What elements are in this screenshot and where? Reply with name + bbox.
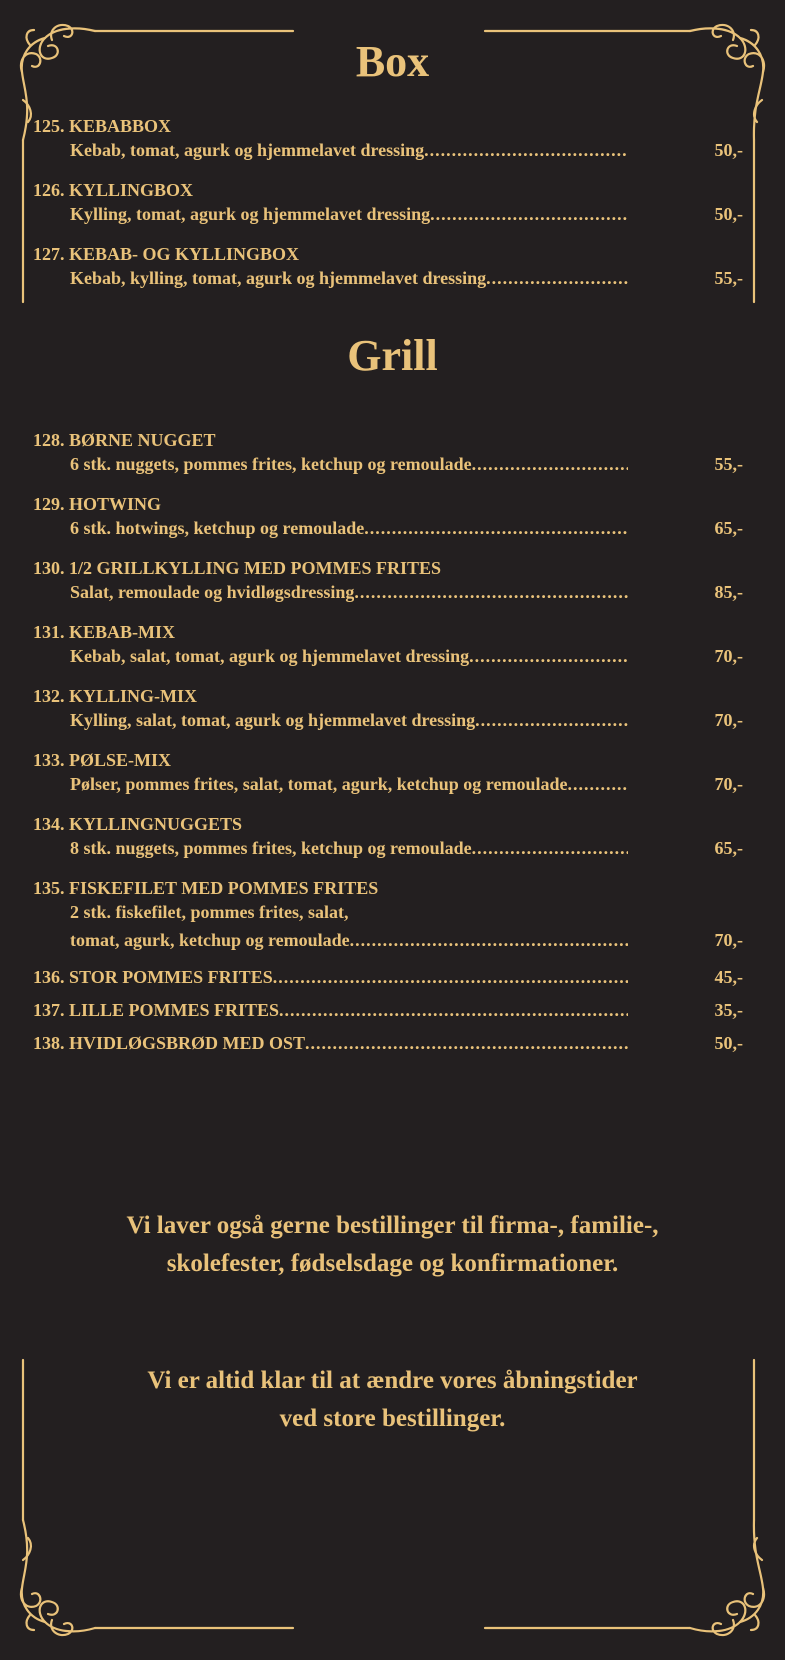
dot-leader: [472, 454, 628, 475]
menu-item-row: [33, 454, 743, 484]
menu-item-title: 138. HVIDLØGSBRØD MED OST: [33, 1033, 306, 1053]
menu-item-description: 6 stk. nuggets, pommes frites, ketchup og remoulade: [70, 454, 472, 474]
menu-item-description: Kylling, tomat, agurk og hjemmelavet dressing: [70, 204, 431, 224]
menu-item: [33, 427, 743, 484]
menu-item: [33, 619, 743, 676]
menu-item-description: 6 stk. hotwings, ketchup og remoulade: [70, 518, 365, 538]
menu-item-row: [33, 838, 743, 868]
dot-leader: [424, 140, 628, 161]
catering-note: [0, 1207, 785, 1283]
menu-item-price: 65,-: [714, 838, 743, 858]
menu-item-price: 45,-: [714, 967, 743, 987]
menu-item-description: Kebab, kylling, tomat, agurk og hjemmelavet dressing: [70, 268, 487, 288]
menu-item-price: 50,-: [714, 204, 743, 224]
menu-item-title: 135. FISKEFILET MED POMMES FRITES: [33, 878, 379, 898]
dot-leader: [354, 582, 628, 603]
menu-item-title: 134. KYLLINGNUGGETS: [33, 814, 243, 834]
opening-hours-note: [0, 1362, 785, 1438]
menu-item-title: 126. KYLLINGBOX: [33, 180, 194, 200]
menu-item-description: 8 stk. nuggets, pommes frites, ketchup og remoulade: [70, 838, 472, 858]
section-title-grill: Grill: [347, 331, 438, 380]
grill-menu-list: [33, 427, 743, 1066]
dot-leader: [279, 1000, 628, 1021]
menu-item: [33, 683, 743, 740]
menu-item-title: 125. KEBABBOX: [33, 116, 172, 136]
menu-item-description: Kebab, tomat, agurk og hjemmelavet dressing: [70, 140, 425, 160]
opening-hours-note-line2: ved store bestillinger.: [279, 1405, 506, 1432]
menu-item-description: Kylling, salat, tomat, agurk og hjemmelavet dressing: [70, 710, 476, 730]
menu-item-price: 70,-: [714, 646, 743, 666]
dot-leader: [567, 774, 628, 795]
section-title-box: Box: [355, 37, 430, 86]
menu-item: [33, 113, 743, 170]
menu-item-price: 55,-: [714, 268, 743, 288]
menu-item-row: [33, 646, 743, 676]
menu-item-title: 136. STOR POMMES FRITES: [33, 967, 273, 987]
menu-item-price: 65,-: [714, 518, 743, 538]
menu-item-title: 132. KYLLING-MIX: [33, 686, 198, 706]
dot-leader: [472, 838, 628, 859]
catering-note-line1: Vi laver også gerne bestillinger til firma-, familie-,: [126, 1212, 659, 1239]
menu-item-row: [33, 902, 743, 930]
menu-item-description: Kebab, salat, tomat, agurk og hjemmelavet dressing: [70, 646, 470, 666]
menu-item-price: 55,-: [714, 454, 743, 474]
menu-item-description-line1: 2 stk. fiskefilet, pommes frites, salat,: [70, 902, 349, 922]
menu-item-description: Salat, remoulade og hvidløgsdressing: [70, 582, 355, 602]
menu-item-row: [33, 518, 743, 548]
dot-leader: [305, 1033, 628, 1054]
menu-item-description: tomat, agurk, ketchup og remoulade: [70, 930, 350, 950]
menu-item-title: 129. HOTWING: [33, 494, 162, 514]
menu-item-row: [33, 204, 743, 234]
menu-item-title: 128. BØRNE NUGGET: [33, 430, 216, 450]
menu-item: [33, 555, 743, 612]
dot-leader: [486, 268, 628, 289]
menu-item-title: 127. KEBAB- OG KYLLINGBOX: [33, 244, 300, 264]
menu-item-price: 50,-: [714, 1033, 743, 1053]
dot-leader: [273, 967, 628, 988]
menu-item: [33, 1000, 743, 1033]
menu-item: [33, 811, 743, 868]
menu-item-row: [33, 930, 743, 960]
menu-item: [33, 491, 743, 548]
menu-item-row: [33, 582, 743, 612]
menu-item: [33, 967, 743, 1000]
menu-item-price: 70,-: [714, 710, 743, 730]
menu-item: [33, 177, 743, 234]
menu-item-title: 130. 1/2 GRILLKYLLING MED POMMES FRITES: [33, 558, 442, 578]
menu-item-price: 50,-: [714, 140, 743, 160]
menu-item: [33, 1033, 743, 1066]
menu-item-row: [33, 140, 743, 170]
menu-item-price: 70,-: [714, 774, 743, 794]
menu-item-title: 133. PØLSE-MIX: [33, 750, 172, 770]
menu-item-price: 70,-: [714, 930, 743, 950]
menu-item-row: [33, 268, 743, 298]
dot-leader: [350, 930, 628, 951]
dot-leader: [475, 710, 628, 731]
dot-leader: [364, 518, 628, 539]
menu-item: [33, 747, 743, 804]
menu-item-title: 131. KEBAB-MIX: [33, 622, 176, 642]
catering-note-line2: skolefester, fødselsdage og konfirmationer.: [166, 1250, 619, 1277]
menu-item: [33, 875, 743, 960]
menu-item: [33, 241, 743, 298]
menu-item-row: [33, 774, 743, 804]
menu-item-price: 35,-: [714, 1000, 743, 1020]
menu-item-row: [33, 710, 743, 740]
menu-item-title: 137. LILLE POMMES FRITES: [33, 1000, 280, 1020]
menu-item-description: Pølser, pommes frites, salat, tomat, agurk, ketchup og remoulade: [70, 774, 568, 794]
box-menu-list: [33, 113, 743, 305]
menu-item-price: 85,-: [714, 582, 743, 602]
opening-hours-note-line1: Vi er altid klar til at ændre vores åbningstider: [147, 1367, 638, 1394]
dot-leader: [469, 646, 628, 667]
dot-leader: [430, 204, 628, 225]
